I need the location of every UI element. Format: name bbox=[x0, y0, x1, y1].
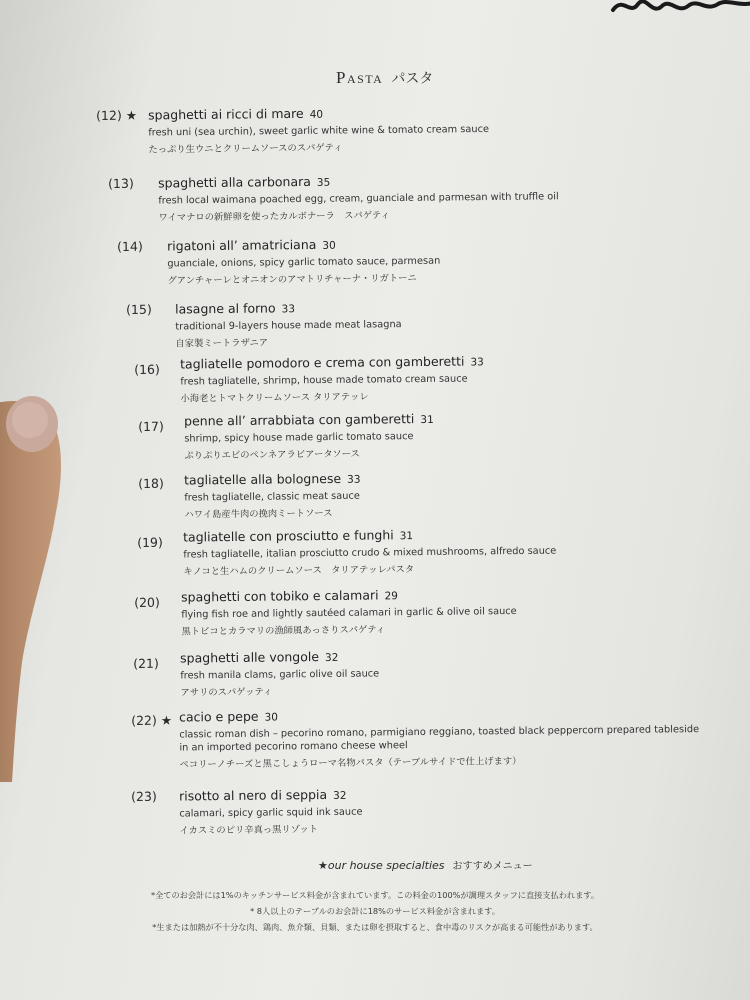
item-price: 29 bbox=[384, 590, 399, 603]
menu-item-16 bbox=[134, 350, 484, 405]
item-name: risotto al nero di seppia bbox=[179, 786, 328, 804]
item-name: rigatoni all’ amatriciana bbox=[167, 236, 317, 254]
item-description: classic roman dish – pecorino romano, parmigiano reggiano, toasted black peppercorn prepared tableside in an imported pecorino romano cheese wheel bbox=[179, 724, 700, 754]
specialty-star-icon: ★ bbox=[160, 712, 173, 728]
item-description-jp: ワイマナロの新鮮卵を使ったカルボナーラ スパゲティ bbox=[158, 210, 390, 224]
item-description-jp: ぷりぷりエビのペンネアラビアータソース bbox=[184, 448, 360, 462]
item-number: (16) bbox=[134, 361, 160, 377]
handwriting-scribble-icon bbox=[608, 0, 750, 18]
item-number: (12) ★ bbox=[96, 107, 138, 123]
item-price: 30 bbox=[264, 711, 278, 724]
thumb-holding-menu bbox=[0, 392, 68, 782]
item-number: (23) bbox=[131, 788, 157, 804]
item-description: flying fish roe and lightly sautéed calamari in garlic & olive oil sauce bbox=[181, 605, 517, 621]
item-name: spaghetti con tobiko e calamari bbox=[181, 587, 379, 605]
item-description-jp: アサリのスパゲッティ bbox=[180, 686, 273, 699]
menu-item-22 bbox=[131, 701, 700, 771]
menu-item-14 bbox=[117, 233, 441, 287]
house-specialties-legend bbox=[318, 857, 533, 872]
item-number: (20) bbox=[134, 594, 160, 610]
menu-item-21 bbox=[133, 645, 379, 699]
item-description: guanciale, onions, spicy garlic tomato sauce, parmesan bbox=[167, 255, 441, 270]
item-name: penne all’ arrabbiata con gamberetti bbox=[184, 411, 415, 429]
item-description-jp: イカスミのピリ辛真っ黒リゾット bbox=[179, 824, 319, 837]
item-price: 40 bbox=[309, 108, 324, 121]
footer-note-service-charge: *全てのお会計には1%のキッチンサービス料金が含まれています。この料金の100%が調理スタッフに直接支払われます。 bbox=[151, 890, 599, 900]
item-description: fresh manila clams, garlic olive oil sauce bbox=[180, 668, 380, 682]
item-description-jp: ペコリーノチーズと黒こしょうローマ名物パスタ（テーブルサイドで仕上げます） bbox=[179, 755, 522, 771]
item-number: (13) bbox=[108, 175, 134, 191]
item-number: (19) bbox=[137, 534, 163, 550]
menu-item-18 bbox=[138, 468, 361, 521]
section-title-en: Pasta bbox=[336, 68, 384, 87]
menu-item-17 bbox=[138, 408, 434, 462]
item-description-jp: グアンチャーレとオニオンのアマトリチャーナ・リガトーニ bbox=[167, 272, 417, 287]
specialty-star-icon: ★ bbox=[125, 107, 138, 123]
item-name: tagliatelle pomodoro e crema con gamberetti bbox=[180, 353, 465, 372]
item-name: cacio e pepe bbox=[179, 708, 259, 725]
item-description-jp: キノコと生ハムのクリームソース タリアテッレパスタ bbox=[183, 564, 415, 578]
item-price: 32 bbox=[324, 651, 339, 664]
item-description: fresh uni (sea urchin), sweet garlic white wine & tomato cream sauce bbox=[148, 123, 490, 139]
item-number: (15) bbox=[126, 301, 152, 317]
section-title-jp: パスタ bbox=[391, 71, 434, 87]
item-number: (18) bbox=[138, 475, 164, 491]
menu-item-12 bbox=[96, 101, 489, 156]
item-number: (14) bbox=[117, 238, 143, 254]
specialties-label: ★our house specialties bbox=[318, 859, 445, 872]
item-description-jp: 黒トビコとカラマリの漁師風あっさりスパゲティ bbox=[181, 624, 386, 638]
item-name: spaghetti alla carbonara bbox=[158, 173, 311, 191]
item-price: 32 bbox=[333, 789, 347, 802]
item-price: 30 bbox=[322, 239, 336, 252]
item-number: (21) bbox=[133, 655, 159, 671]
item-description: traditional 9-layers house made meat lasagna bbox=[175, 319, 402, 333]
item-name: tagliatelle alla bolognese bbox=[184, 470, 342, 488]
item-description: fresh tagliatelle, shrimp, house made tomato cream sauce bbox=[180, 373, 468, 388]
item-description-jp: たっぷり生ウニとクリームソースのスパゲティ bbox=[148, 142, 343, 156]
menu-item-15 bbox=[126, 296, 402, 350]
item-description: fresh tagliatelle, classic meat sauce bbox=[184, 490, 360, 504]
item-price: 31 bbox=[420, 413, 434, 427]
section-title bbox=[336, 68, 433, 88]
specialties-label-jp: おすすめメニュー bbox=[452, 861, 533, 872]
footer-note-large-party: * 8人以上のテーブルのお会計に18%のサービス料金が含まれます。 bbox=[250, 906, 500, 916]
menu-item-20 bbox=[134, 583, 517, 638]
item-description-jp: 自家製ミートラザニア bbox=[175, 337, 269, 350]
item-price: 33 bbox=[347, 473, 361, 486]
item-name: lasagne al forno bbox=[175, 300, 276, 317]
item-price: 31 bbox=[399, 530, 414, 543]
item-description: fresh tagliatelle, italian prosciutto crudo & mixed mushrooms, alfredo sauce bbox=[183, 545, 557, 561]
menu-item-23 bbox=[131, 784, 363, 837]
item-name: spaghetti ai ricci di mare bbox=[148, 105, 304, 123]
item-price: 35 bbox=[316, 176, 331, 189]
item-number: (17) bbox=[138, 418, 164, 434]
footer-note-food-safety: *生または加熱が不十分な肉、鶏肉、魚介類、貝類、または卵を摂取すると、食中毒のリスクが高まる可能性があります。 bbox=[152, 922, 598, 932]
item-price: 33 bbox=[470, 356, 484, 369]
item-description: fresh local waimana poached egg, cream, guanciale and parmesan with truffle oil bbox=[158, 191, 559, 207]
item-name: spaghetti alle vongole bbox=[180, 649, 320, 666]
menu-item-19 bbox=[137, 523, 557, 578]
item-description-jp: 小海老とトマトクリームソース タリアテッレ bbox=[180, 391, 369, 405]
item-name: tagliatelle con prosciutto e funghi bbox=[183, 527, 394, 545]
menu-item-13 bbox=[108, 168, 559, 224]
item-description: calamari, spicy garlic squid ink sauce bbox=[179, 806, 363, 820]
item-description: shrimp, spicy house made garlic tomato sauce bbox=[184, 431, 414, 445]
item-price: 33 bbox=[281, 303, 296, 316]
item-description-jp: ハワイ島産牛肉の挽肉ミートソース bbox=[184, 507, 333, 521]
item-number: (22) ★ bbox=[131, 712, 173, 728]
